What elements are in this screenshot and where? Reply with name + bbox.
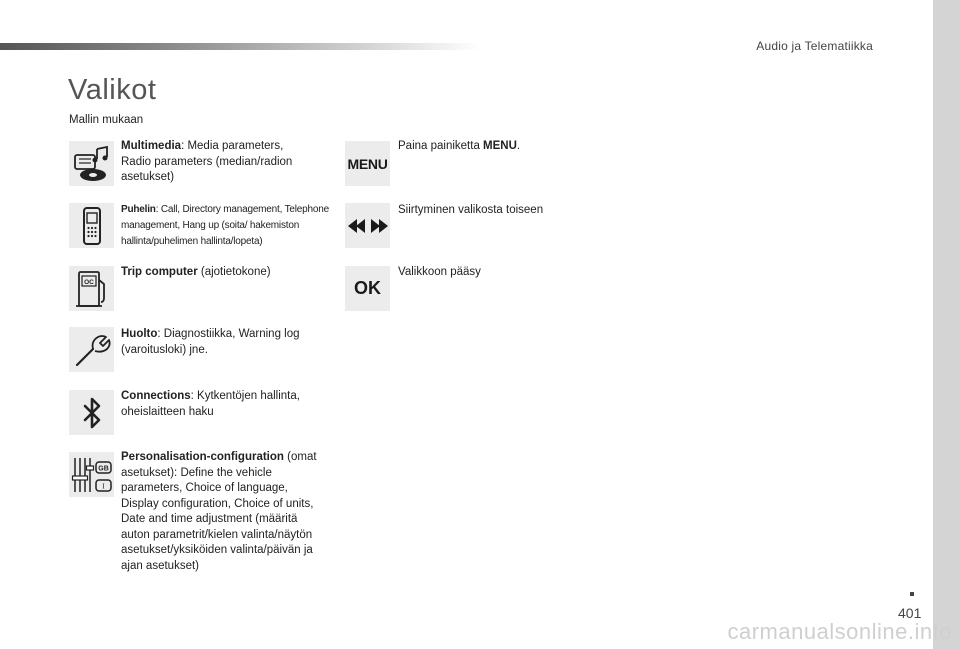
section-header: Audio ja Telematiikka	[756, 39, 873, 53]
menu-item-service	[121, 327, 316, 358]
menu-item-multimedia	[121, 139, 311, 186]
menu-item-text: : Diagnostiikka, Warning log (varoitusloki) jne.	[121, 328, 300, 356]
right-edge-strip	[933, 0, 960, 649]
header-gradient-bar	[0, 43, 480, 50]
menu-item-text: : Kytkentöjen hallinta, oheislaitteen haku	[121, 390, 300, 418]
ok-key	[345, 266, 390, 311]
page-number: 401	[898, 605, 922, 621]
page-title: Valikot	[68, 74, 157, 106]
menu-key-label: MENU	[347, 155, 388, 172]
menu-item-phone	[121, 202, 331, 250]
phone-icon	[69, 203, 114, 248]
menu-item-label: Connections	[121, 390, 191, 402]
menu-item-text: : Media parameters, Radio parameters (median/radion asetukset)	[121, 140, 293, 183]
fuel-display-text: OC	[83, 278, 94, 286]
key-desc-post: .	[516, 140, 521, 152]
arrow-keys-icon	[345, 203, 390, 248]
menu-key	[345, 141, 390, 186]
menu-item-text: (ajotietokone)	[197, 266, 271, 278]
menu-item-trip-computer	[121, 265, 321, 281]
wrench-icon	[69, 327, 114, 372]
page-marker-dot	[910, 592, 914, 596]
ok-key-label: OK	[354, 278, 381, 298]
menu-item-text: (omat asetukset): Define the vehicle parameters, Choice of language, Display configuration, Choice of units, Date and time adjustment (määritä auton parametrit/kielen valinta/näytön asetukset/yksiköiden valinta/päivän ja ajan asetukset)	[121, 451, 317, 572]
subtitle: Mallin mukaan	[69, 114, 144, 126]
menu-item-label: Trip computer	[121, 266, 198, 278]
key-desc-text: Valikkoon pääsy	[398, 266, 481, 278]
lang-gb-text: GB	[97, 465, 109, 472]
lang-i-text: I	[101, 481, 105, 490]
bluetooth-icon	[69, 390, 114, 435]
key-desc-bold: MENU	[483, 140, 517, 152]
sliders-icon	[69, 452, 114, 497]
menu-item-text: : Call, Directory management, Telephone management, Hang up (soita/ hakemiston hallinta/puhelimen hallinta/lopeta)	[121, 204, 329, 247]
media-note-icon	[69, 141, 114, 186]
watermark: carmanualsonline.info	[727, 619, 952, 644]
menu-item-label: Personalisation-configuration	[121, 451, 284, 463]
menu-item-personalisation	[121, 450, 321, 574]
fuel-pump-icon	[69, 266, 114, 311]
key-desc-text: Siirtyminen valikosta toiseen	[398, 204, 544, 216]
menu-key-description	[398, 139, 598, 155]
ok-key-description	[398, 265, 598, 281]
menu-item-label: Huolto	[121, 328, 158, 340]
menu-item-label: Multimedia	[121, 140, 182, 152]
menu-item-label: Puhelin	[121, 204, 156, 215]
arrow-keys-description	[398, 203, 598, 219]
menu-item-connections	[121, 389, 316, 420]
key-desc-text: Paina painiketta	[398, 140, 484, 152]
